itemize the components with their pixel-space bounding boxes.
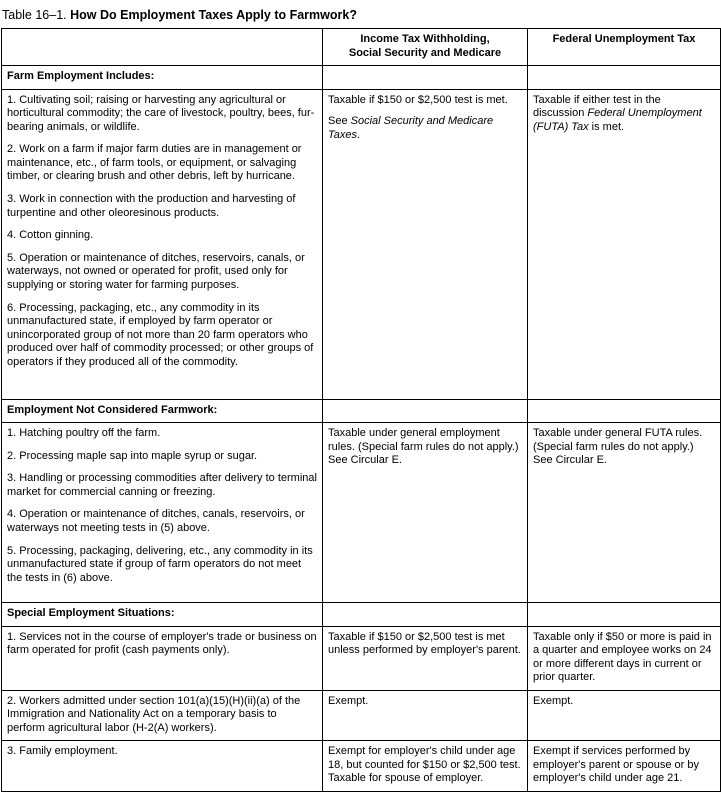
farm-employment-futa-cell: [528, 89, 721, 399]
not-farmwork-income-tax-cell: [323, 423, 528, 603]
section-heading-blank-futa-3: [528, 603, 721, 627]
not-farmwork-income-tax-text: Taxable under general employment rules. (Special farm rules do not apply.) See Circular E.: [328, 427, 519, 467]
header-income-tax: [323, 29, 528, 66]
farm-employment-income-tax-text2: [328, 115, 522, 142]
list-item: 2. Processing maple sap into maple syrup or sugar.: [7, 449, 258, 462]
section-heading-blank-futa-1: [528, 66, 721, 90]
section-heading-row-not-farmwork: [2, 399, 721, 423]
table-row: [2, 626, 721, 690]
header-futa-line1: Federal Unemployment Tax: [552, 33, 696, 45]
list-item: 4. Operation or maintenance of ditches, canals, reservoirs, or waterways not meeting tests in (5) above.: [7, 508, 305, 534]
not-farmwork-futa-cell: [528, 423, 721, 603]
section-heading-blank-income-tax-2: [323, 399, 528, 423]
list-item: 5. Processing, packaging, delivering, etc., any commodity in its unmanufactured state if group of farm operators do not meet the tests in (6) above.: [7, 544, 313, 584]
table-header: [2, 29, 721, 66]
farm-employment-income-tax-cell: [323, 89, 528, 399]
header-corner-blank: [2, 29, 323, 66]
page-title: [0, 6, 721, 28]
header-futa: [528, 29, 721, 66]
list-item: 5. Operation or maintenance of ditches, reservoirs, canals, or waterways, not owned or operated for profit, used only for supplying or storing water for farming purposes.: [7, 251, 305, 292]
farm-employment-item-list: [7, 94, 317, 370]
table-row: [2, 741, 721, 792]
section-heading-not-farmwork: Employment Not Considered Farmwork:: [2, 399, 323, 423]
section-heading-row-special-situations: [2, 603, 721, 627]
section-heading-blank-futa-2: [528, 399, 721, 423]
farm-employment-futa-text: [533, 94, 715, 135]
special-situation-2-futa: Exempt.: [528, 690, 721, 741]
section-heading-blank-income-tax-3: [323, 603, 528, 627]
farm-employment-items-cell: [2, 89, 323, 399]
see-suffix: .: [356, 128, 361, 141]
section-heading-blank-income-tax-1: [323, 66, 528, 90]
header-income-tax-line2: Social Security and Medicare: [348, 46, 502, 59]
list-item: 4. Cotton ginning.: [7, 229, 94, 242]
section-content-row-not-farmwork: [2, 423, 721, 603]
futa-reference-title: Federal Unemployment (FUTA) Tax: [533, 107, 702, 133]
employment-taxes-table: [1, 28, 721, 792]
futa-prefix: Taxable if either test in the discussion: [533, 93, 661, 120]
list-item: 6. Processing, packaging, etc., any commodity in its unmanufactured state, if employed by farm operator or unincorporated group of not more than 20 farm operators who produced over half of commodity processed; or other groups of operators if they produced all of the commodity.: [7, 301, 314, 368]
see-prefix: See: [328, 115, 351, 128]
list-item: 3. Handling or processing commodities after delivery to terminal market for commercial canning or freezing.: [7, 472, 317, 498]
header-income-tax-line1: Income Tax Withholding,: [360, 33, 490, 45]
special-situation-1-income-tax: Taxable if $150 or $2,500 test is met unless performed by employer's parent.: [323, 626, 528, 690]
special-situation-3-futa: Exempt if services performed by employer's parent or spouse or by employer's child under age 21.: [528, 741, 721, 792]
futa-suffix: is met.: [588, 120, 625, 133]
farm-employment-income-tax-text1: Taxable if $150 or $2,500 test is met.: [328, 93, 508, 106]
section-content-row-farm-employment: [2, 89, 721, 399]
not-farmwork-futa-text: Taxable under general FUTA rules. (Special farm rules do not apply.) See Circular E.: [533, 427, 703, 467]
not-farmwork-items-cell: [2, 423, 323, 603]
special-situation-2-income-tax: Exempt.: [323, 690, 528, 741]
special-situation-3-income-tax: Exempt for employer's child under age 18, but counted for $150 or $2,500 test. Taxable for spouse of employer.: [323, 741, 528, 792]
table-row: [2, 690, 721, 741]
special-situation-3-description: 3. Family employment.: [2, 741, 323, 792]
list-item: 1. Hatching poultry off the farm.: [7, 427, 161, 439]
list-item: 2. Work on a farm if major farm duties are in management or maintenance, etc., of farm tools, or equipment, or salvaging timber, or clearing brush and other debris, left by hurricane.: [7, 143, 302, 183]
list-item: 1. Cultivating soil; raising or harvesting any agricultural or horticultural commodity; the care of livestock, poultry, bees, fur-bearing animals, or wildlife.: [7, 93, 315, 133]
table-header-row: [2, 29, 721, 66]
special-situation-1-futa: Taxable only if $50 or more is paid in a quarter and employee works on 24 or more different days in current or prior quarter.: [528, 626, 721, 690]
special-situation-1-description: 1. Services not in the course of employer's trade or business on farm operated for profit (cash payments only).: [2, 626, 323, 690]
special-situation-2-description: 2. Workers admitted under section 101(a)(15)(H)(ii)(a) of the Immigration and Nationality Act on a temporary basis to perform agricultural labor (H-2(A) workers).: [2, 690, 323, 741]
table-body: [2, 66, 721, 792]
not-farmwork-item-list: [7, 427, 317, 585]
section-heading-special-situations: Special Employment Situations:: [2, 603, 323, 627]
section-heading-farm-employment: Farm Employment Includes:: [2, 66, 323, 90]
table-number-label: Table 16–1.: [2, 8, 67, 22]
section-heading-row-farm-employment: [2, 66, 721, 90]
reference-title: Social Security and Medicare Taxes: [328, 115, 494, 141]
table-title-text: How Do Employment Taxes Apply to Farmwork?: [70, 8, 357, 22]
list-item: 3. Work in connection with the production and harvesting of turpentine and other oleoresinous products.: [7, 193, 296, 219]
